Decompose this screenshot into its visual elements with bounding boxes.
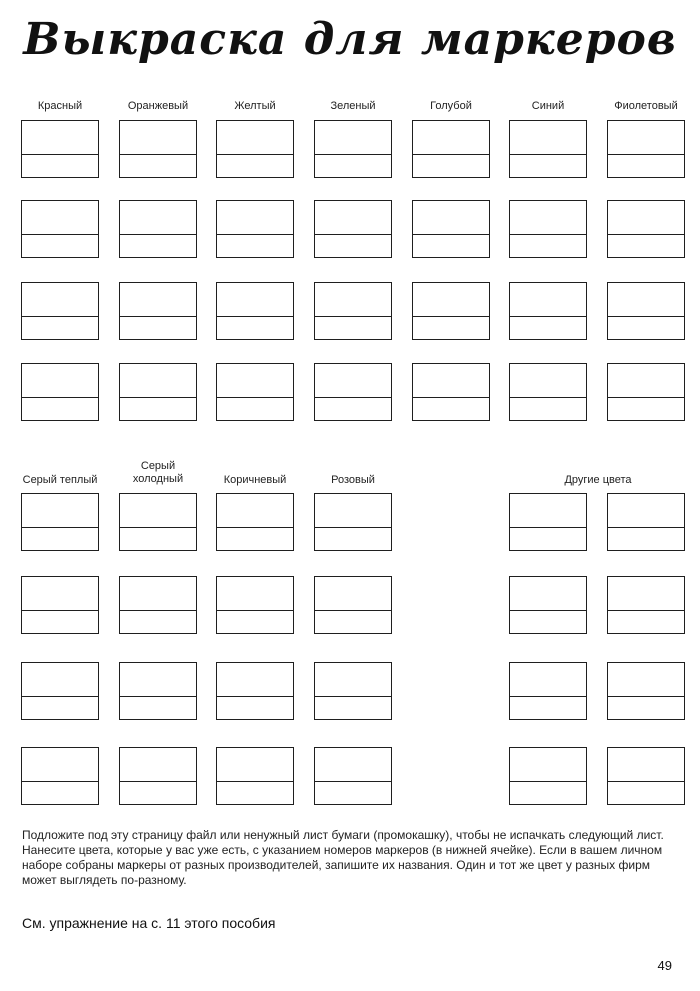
color-label-cool-gray: Серый холодный	[132, 460, 184, 485]
swatch-cell	[119, 363, 197, 421]
swatch-cell	[314, 363, 392, 421]
swatch-cell	[314, 120, 392, 178]
swatch-cell	[119, 120, 197, 178]
swatch-cell	[119, 200, 197, 258]
swatch-cell	[314, 662, 392, 720]
swatch-cell	[216, 282, 294, 340]
swatch-cell	[314, 747, 392, 805]
color-label-orange: Оранжевый	[127, 100, 189, 112]
instructions-text: Подложите под эту страницу файл или ненужный лист бумаги (промокашку), чтобы не испачкать следующий лист. Нанесите цвета, которые у вас уже есть, с указанием номеров маркеров (в нижней ячейке). Если в вашем личном наборе собраны маркеры от разных производителей, запишите их названия. Один и тот же цвет у разных фирм может выглядеть по-разному.	[22, 828, 664, 887]
swatch-cell	[607, 120, 685, 178]
swatch-cell	[412, 363, 490, 421]
swatch-cell	[119, 662, 197, 720]
swatch-cell	[21, 200, 99, 258]
swatch-cell	[412, 200, 490, 258]
swatch-cell	[607, 200, 685, 258]
swatch-cell	[119, 576, 197, 634]
swatch-cell	[21, 120, 99, 178]
color-label-purple: Фиолетовый	[614, 100, 678, 112]
swatch-cell-other	[509, 493, 587, 551]
swatch-cell	[509, 282, 587, 340]
swatch-cell-other	[509, 662, 587, 720]
swatch-cell	[509, 120, 587, 178]
color-label-red: Красный	[37, 100, 83, 112]
swatch-cell	[412, 282, 490, 340]
swatch-cell	[314, 200, 392, 258]
swatch-cell	[21, 662, 99, 720]
swatch-cell	[216, 200, 294, 258]
swatch-cell	[314, 493, 392, 551]
swatch-cell	[21, 493, 99, 551]
page-number: 49	[657, 958, 672, 973]
color-label-yellow: Желтый	[234, 100, 276, 112]
swatch-cell	[119, 493, 197, 551]
swatch-cell	[216, 662, 294, 720]
other-colors-label: Другие цвета	[564, 474, 632, 486]
swatch-cell	[216, 747, 294, 805]
exercise-reference: См. упражнение на с. 11 этого пособия	[22, 915, 276, 931]
swatch-cell-other	[607, 747, 685, 805]
swatch-cell	[412, 120, 490, 178]
swatch-cell	[216, 493, 294, 551]
swatch-cell-other	[509, 747, 587, 805]
swatch-cell-other	[607, 662, 685, 720]
swatch-cell	[509, 363, 587, 421]
color-label-blue: Синий	[531, 100, 565, 112]
swatch-cell	[216, 576, 294, 634]
color-label-pink: Розовый	[331, 474, 375, 486]
color-label-green: Зеленый	[330, 100, 376, 112]
swatch-cell	[119, 747, 197, 805]
swatch-cell	[21, 747, 99, 805]
swatch-cell	[216, 363, 294, 421]
swatch-cell	[21, 282, 99, 340]
swatch-cell	[607, 363, 685, 421]
swatch-cell-other	[607, 576, 685, 634]
swatch-cell	[119, 282, 197, 340]
color-label-brown: Коричневый	[223, 474, 287, 486]
swatch-cell	[21, 576, 99, 634]
swatch-cell-other	[607, 493, 685, 551]
swatch-cell-other	[509, 576, 587, 634]
swatch-cell	[21, 363, 99, 421]
color-label-light-blue: Голубой	[430, 100, 472, 112]
swatch-cell	[314, 282, 392, 340]
color-label-warm-gray: Серый теплый	[22, 474, 98, 486]
swatch-cell	[607, 282, 685, 340]
swatch-cell	[314, 576, 392, 634]
swatch-cell	[509, 200, 587, 258]
page-title: Выкраска для маркеров	[23, 14, 677, 65]
swatch-cell	[216, 120, 294, 178]
